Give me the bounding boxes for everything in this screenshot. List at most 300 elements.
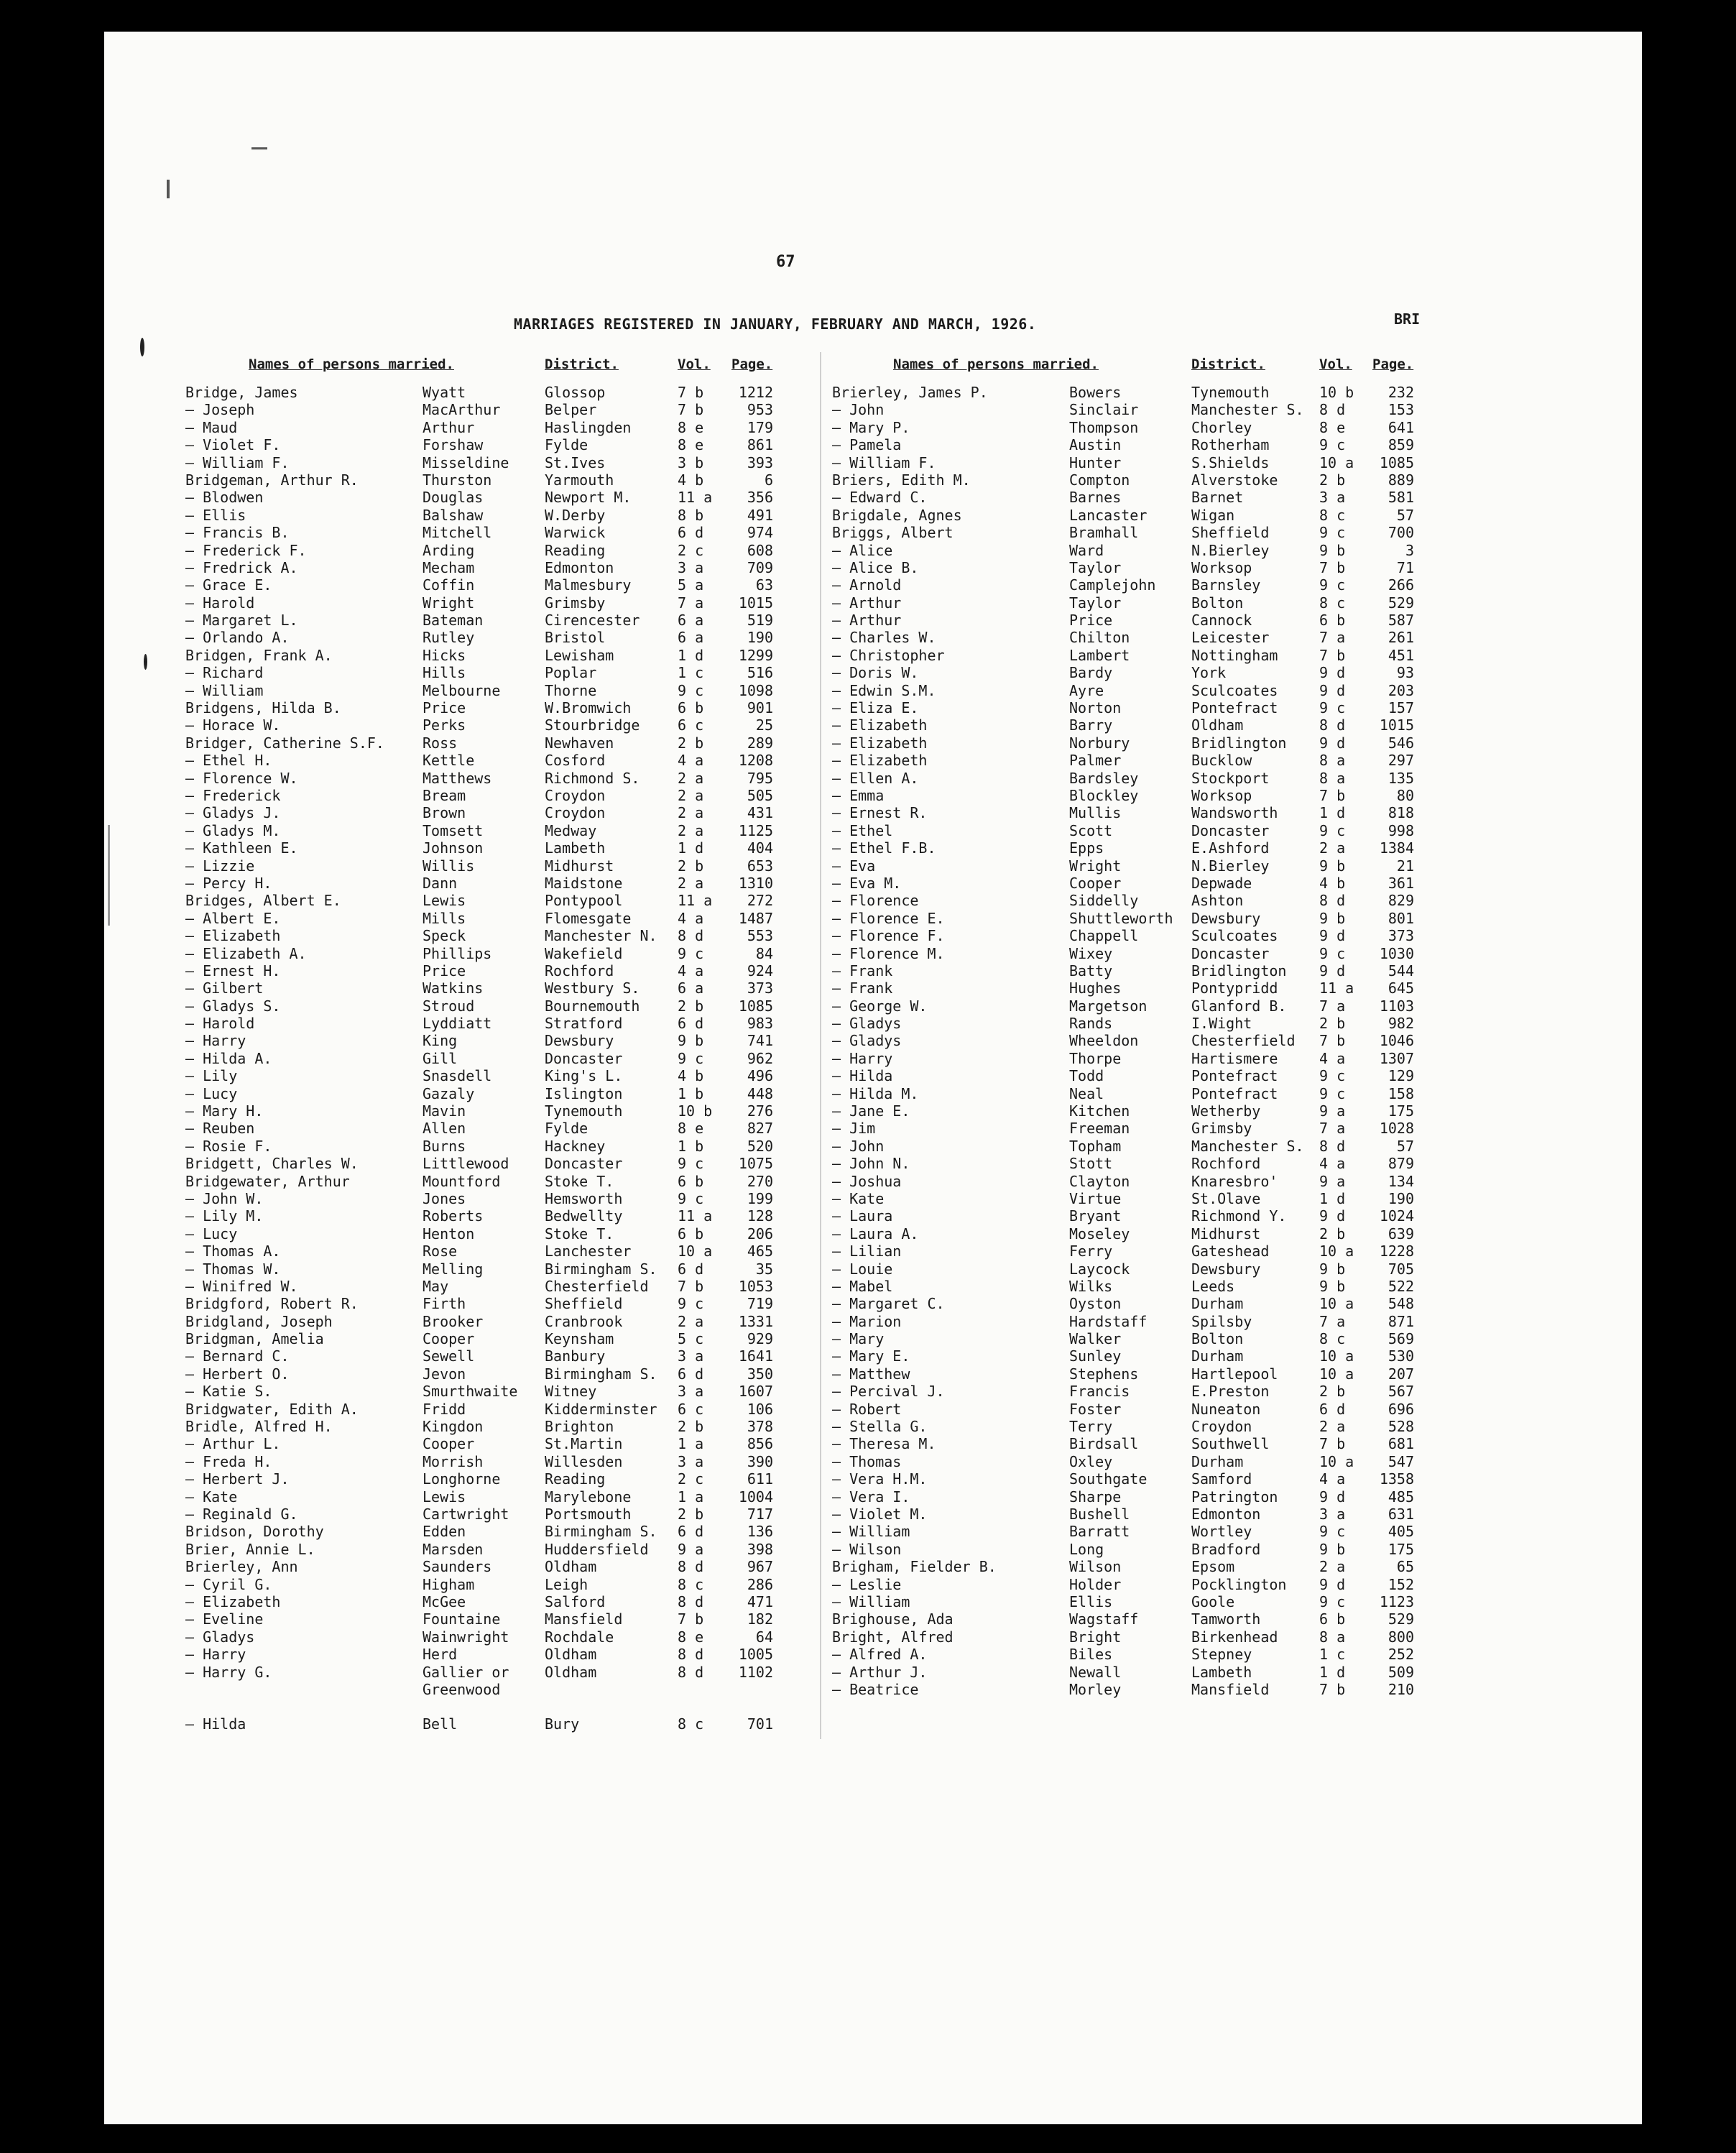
page-cell: 509 xyxy=(1388,1663,1414,1681)
name-cell: — John xyxy=(832,401,885,419)
spouse-surname: Balshaw xyxy=(423,506,484,524)
name-cell: — William F. xyxy=(832,453,936,471)
spouse-surname: Marsden xyxy=(423,1540,484,1558)
vol-cell: 4 a xyxy=(678,962,704,979)
page-cell: 25 xyxy=(755,716,773,734)
spouse-surname: Topham xyxy=(1069,1137,1122,1155)
name-cell: — Richard xyxy=(185,664,264,682)
name-cell: Bridge, James xyxy=(185,384,298,401)
district-cell: I.Wight xyxy=(1191,1015,1252,1033)
page-cell: 1075 xyxy=(738,1155,773,1173)
page-cell: 800 xyxy=(1388,1628,1414,1646)
page-cell: 1053 xyxy=(738,1277,773,1295)
page-number: 67 xyxy=(776,253,795,271)
vol-cell: 2 a xyxy=(678,1312,704,1330)
district-cell: Birmingham S. xyxy=(545,1365,657,1383)
page-cell: 373 xyxy=(747,979,773,997)
district-cell: Leigh xyxy=(545,1575,588,1593)
spouse-surname: Mavin xyxy=(423,1102,466,1120)
page-cell: 190 xyxy=(747,629,773,647)
name-cell: — Jane E. xyxy=(832,1102,910,1120)
name-cell: — Gladys xyxy=(832,1015,902,1033)
name-cell: — Reginald G. xyxy=(185,1506,298,1523)
spouse-surname: Kingdon xyxy=(423,1418,484,1436)
vol-cell: 11 a xyxy=(1319,979,1354,997)
district-cell: Leicester xyxy=(1191,629,1270,647)
page-cell: 135 xyxy=(1388,769,1414,787)
spouse-surname: Sinclair xyxy=(1069,401,1139,419)
name-cell: — Arthur J. xyxy=(832,1663,928,1681)
district-cell: Thorne xyxy=(545,681,597,699)
vol-cell: 6 d xyxy=(1319,1400,1346,1418)
name-cell: — Violet F. xyxy=(185,436,281,454)
district-cell: Chesterfield xyxy=(545,1277,649,1295)
vol-cell: 5 c xyxy=(678,1330,704,1348)
district-cell: Pontypool xyxy=(545,892,623,910)
name-cell: — Ellen A. xyxy=(832,769,919,787)
district-cell: Nuneaton xyxy=(1191,1400,1261,1418)
page-cell: 701 xyxy=(747,1715,773,1733)
spouse-surname: Mountford xyxy=(423,1172,501,1190)
spouse-surname: Wright xyxy=(1069,857,1122,875)
name-cell: — Hilda xyxy=(832,1067,893,1085)
district-cell: Pontefract xyxy=(1191,699,1278,717)
spouse-surname: Melling xyxy=(423,1260,484,1278)
scan-mark xyxy=(144,654,147,670)
page-cell: 983 xyxy=(747,1015,773,1033)
spouse-surname: Taylor xyxy=(1069,558,1122,576)
district-cell: Tamworth xyxy=(1191,1610,1261,1628)
name-cell: — Cyril G. xyxy=(185,1575,272,1593)
district-cell: Marylebone xyxy=(545,1488,632,1506)
page-cell: 405 xyxy=(1388,1523,1414,1541)
spouse-surname: Morley xyxy=(1069,1680,1122,1698)
district-cell: Stepney xyxy=(1191,1646,1252,1664)
district-cell: Oldham xyxy=(545,1663,597,1681)
name-cell: — Pamela xyxy=(832,436,902,454)
district-cell: Bucklow xyxy=(1191,752,1252,770)
spouse-surname: Lewis xyxy=(423,892,466,910)
vol-cell: 4 a xyxy=(1319,1049,1346,1067)
name-cell: — Mary H. xyxy=(185,1102,264,1120)
page-cell: 190 xyxy=(1388,1189,1414,1207)
spouse-surname: Lewis xyxy=(423,1488,466,1506)
page-cell: 962 xyxy=(747,1049,773,1067)
page-cell: 199 xyxy=(747,1189,773,1207)
page-cell: 64 xyxy=(755,1628,773,1646)
spouse-surname: Chappell xyxy=(1069,927,1139,945)
district-cell: Wetherby xyxy=(1191,1102,1261,1120)
vol-cell: 4 b xyxy=(678,471,704,489)
page-cell: 929 xyxy=(747,1330,773,1348)
page-cell: 1024 xyxy=(1379,1207,1414,1225)
district-cell: Midhurst xyxy=(1191,1225,1261,1243)
name-cell: — Vera H.M. xyxy=(832,1470,928,1488)
spouse-surname: Lyddiatt xyxy=(423,1015,492,1033)
vol-cell: 3 a xyxy=(678,558,704,576)
spouse-surname: Margetson xyxy=(1069,997,1148,1015)
name-cell: — Lucy xyxy=(185,1084,238,1102)
spouse-surname: Oxley xyxy=(1069,1452,1113,1470)
page-cell: 431 xyxy=(747,804,773,822)
name-cell: — George W. xyxy=(832,997,928,1015)
page-cell: 1098 xyxy=(738,681,773,699)
spouse-surname: Sewell xyxy=(423,1347,475,1365)
name-cell: — Kate xyxy=(185,1488,238,1506)
district-cell: Flomesgate xyxy=(545,909,632,927)
spouse-surname: Thorpe xyxy=(1069,1049,1122,1067)
district-cell: Reading xyxy=(545,1470,606,1488)
district-cell: Doncaster xyxy=(545,1155,623,1173)
page-cell: 1015 xyxy=(738,594,773,612)
district-cell: Huddersfield xyxy=(545,1540,649,1558)
district-cell: Glanford B. xyxy=(1191,997,1287,1015)
district-cell: Warwick xyxy=(545,524,606,542)
page-cell: 179 xyxy=(747,418,773,436)
name-cell: — Percy H. xyxy=(185,874,272,892)
page-cell: 57 xyxy=(1396,1137,1414,1155)
district-cell: Patrington xyxy=(1191,1488,1278,1506)
name-cell: — Alice B. xyxy=(832,558,919,576)
district-cell: Belper xyxy=(545,401,597,419)
district-cell: Gateshead xyxy=(1191,1243,1270,1260)
name-cell: — Margaret L. xyxy=(185,612,298,630)
vol-cell: 9 c xyxy=(678,944,704,962)
page-cell: 1102 xyxy=(738,1663,773,1681)
page-cell: 1299 xyxy=(738,646,773,664)
page-cell: 861 xyxy=(747,436,773,454)
vol-cell: 6 a xyxy=(678,979,704,997)
district-cell: Birmingham S. xyxy=(545,1260,657,1278)
name-cell: — Christopher xyxy=(832,646,945,664)
district-cell: Southwell xyxy=(1191,1435,1270,1453)
name-cell: — Arnold xyxy=(832,576,902,594)
vol-cell: 9 d xyxy=(1319,1575,1346,1593)
district-cell: Midhurst xyxy=(545,857,614,875)
name-cell: Bright, Alfred xyxy=(832,1628,954,1646)
vol-cell: 8 e xyxy=(678,418,704,436)
vol-cell: 7 a xyxy=(1319,1312,1346,1330)
district-cell: Oldham xyxy=(545,1646,597,1664)
vol-cell: 2 c xyxy=(678,541,704,559)
spouse-surname: Mecham xyxy=(423,558,475,576)
name-cell: — Harry xyxy=(185,1646,246,1664)
vol-cell: 10 b xyxy=(678,1102,713,1120)
district-cell: Fylde xyxy=(545,1120,588,1138)
spouse-surname: Shuttleworth xyxy=(1069,909,1173,927)
vol-cell: 2 b xyxy=(678,1418,704,1436)
district-cell: Doncaster xyxy=(1191,821,1270,839)
name-cell: — Thomas xyxy=(832,1452,902,1470)
spouse-surname: Herd xyxy=(423,1646,458,1664)
district-cell: Cannock xyxy=(1191,612,1252,630)
name-cell: — Elizabeth xyxy=(832,752,928,770)
spouse-surname: Bell xyxy=(423,1715,458,1733)
district-cell: Chesterfield xyxy=(1191,1032,1296,1050)
scan-mark xyxy=(108,825,110,926)
page-cell: 998 xyxy=(1388,821,1414,839)
page-cell: 129 xyxy=(1388,1067,1414,1085)
page-cell: 1487 xyxy=(738,909,773,927)
name-cell: — Harold xyxy=(185,594,255,612)
spouse-surname: Arthur xyxy=(423,418,475,436)
vol-cell: 8 a xyxy=(1319,769,1346,787)
district-cell: Haslingden xyxy=(545,418,632,436)
page-cell: 631 xyxy=(1388,1506,1414,1523)
district-cell: Wakefield xyxy=(545,944,623,962)
vol-cell: 9 b xyxy=(1319,909,1346,927)
vol-cell: 6 d xyxy=(678,1015,704,1033)
page-cell: 522 xyxy=(1388,1277,1414,1295)
page-cell: 967 xyxy=(747,1558,773,1576)
spouse-surname: Edden xyxy=(423,1523,466,1541)
spouse-surname: Mitchell xyxy=(423,524,492,542)
name-cell: — Freda H. xyxy=(185,1452,272,1470)
vol-cell: 7 b xyxy=(1319,1435,1346,1453)
name-cell: — Arthur L. xyxy=(185,1435,281,1453)
page-title: MARRIAGES REGISTERED IN JANUARY, FEBRUARY AND MARCH, 1926. xyxy=(514,315,1037,333)
spouse-surname: Jevon xyxy=(423,1365,466,1383)
vol-cell: 7 a xyxy=(1319,997,1346,1015)
vol-cell: 9 d xyxy=(1319,734,1346,752)
vol-cell: 1 a xyxy=(678,1435,704,1453)
spouse-surname: Birdsall xyxy=(1069,1435,1139,1453)
page-cell: 1607 xyxy=(738,1383,773,1401)
spouse-surname: Hicks xyxy=(423,646,466,664)
vol-cell: 1 d xyxy=(1319,1663,1346,1681)
district-cell: Goole xyxy=(1191,1592,1235,1610)
vol-cell: 9 d xyxy=(1319,1488,1346,1506)
name-cell: — Kathleen E. xyxy=(185,839,298,857)
page-cell: 569 xyxy=(1388,1330,1414,1348)
spouse-surname: Batty xyxy=(1069,962,1113,979)
district-cell: Malmesbury xyxy=(545,576,632,594)
vol-cell: 10 a xyxy=(1319,1347,1354,1365)
page-cell: 801 xyxy=(1388,909,1414,927)
district-cell: Bedwellty xyxy=(545,1207,623,1225)
spouse-surname: Rands xyxy=(1069,1015,1113,1033)
vol-cell: 8 e xyxy=(678,1628,704,1646)
name-cell: — Charles W. xyxy=(832,629,936,647)
vol-cell: 2 a xyxy=(1319,1418,1346,1436)
vol-cell: 8 d xyxy=(1319,1137,1346,1155)
district-cell: Pontypridd xyxy=(1191,979,1278,997)
district-cell: Maidstone xyxy=(545,874,623,892)
page-cell: 276 xyxy=(747,1102,773,1120)
vol-cell: 5 a xyxy=(678,576,704,594)
vol-cell: 6 a xyxy=(678,612,704,630)
vol-cell: 9 a xyxy=(1319,1102,1346,1120)
vol-cell: 9 c xyxy=(1319,1067,1346,1085)
spouse-surname: Wilks xyxy=(1069,1277,1113,1295)
vol-cell: 6 d xyxy=(678,1260,704,1278)
vol-cell: 10 b xyxy=(1319,384,1354,401)
district-cell: Dewsbury xyxy=(1191,1260,1261,1278)
vol-cell: 2 b xyxy=(1319,471,1346,489)
page-cell: 1331 xyxy=(738,1312,773,1330)
vol-cell: 8 d xyxy=(678,1646,704,1664)
spouse-surname: Stroud xyxy=(423,997,475,1015)
spouse-surname: Firth xyxy=(423,1295,466,1313)
name-cell: — John xyxy=(832,1137,885,1155)
header-vol: Vol. xyxy=(678,356,711,372)
district-cell: York xyxy=(1191,664,1227,682)
name-cell: — Florence E. xyxy=(832,909,945,927)
vol-cell: 6 c xyxy=(678,716,704,734)
page-cell: 373 xyxy=(1388,927,1414,945)
page-cell: 152 xyxy=(1388,1575,1414,1593)
vol-cell: 3 a xyxy=(678,1452,704,1470)
spouse-surname: MacArthur xyxy=(423,401,501,419)
name-cell: — Ethel F.B. xyxy=(832,839,936,857)
spouse-surname: Arding xyxy=(423,541,475,559)
vol-cell: 9 d xyxy=(1319,927,1346,945)
page-cell: 1015 xyxy=(1379,716,1414,734)
page-cell: 1641 xyxy=(738,1347,773,1365)
spouse-surname: Rose xyxy=(423,1243,458,1260)
district-cell: N.Bierley xyxy=(1191,541,1270,559)
spouse-surname: King xyxy=(423,1032,458,1050)
name-cell: — Gladys xyxy=(832,1032,902,1050)
spouse-surname: Johnson xyxy=(423,839,484,857)
page-cell: 1123 xyxy=(1379,1592,1414,1610)
district-cell: Keynsham xyxy=(545,1330,614,1348)
vol-cell: 7 a xyxy=(1319,629,1346,647)
name-cell: — Beatrice xyxy=(832,1680,919,1698)
page-cell: 1384 xyxy=(1379,839,1414,857)
vol-cell: 9 c xyxy=(1319,436,1346,454)
spouse-surname: Watkins xyxy=(423,979,484,997)
spouse-surname: Rutley xyxy=(423,629,475,647)
page-cell: 491 xyxy=(747,506,773,524)
district-cell: Worksop xyxy=(1191,786,1252,804)
name-cell: — Louie xyxy=(832,1260,893,1278)
vol-cell: 3 a xyxy=(1319,1506,1346,1523)
vol-cell: 10 a xyxy=(1319,1295,1354,1313)
page-cell: 136 xyxy=(747,1523,773,1541)
name-cell: — Eveline xyxy=(185,1610,264,1628)
spouse-surname: Blockley xyxy=(1069,786,1139,804)
vol-cell: 1 d xyxy=(1319,804,1346,822)
spouse-surname: Price xyxy=(423,699,466,717)
name-cell: — Ethel H. xyxy=(185,752,272,770)
name-cell: — Jim xyxy=(832,1120,876,1138)
spouse-surname: Perks xyxy=(423,716,466,734)
page-cell: 1004 xyxy=(738,1488,773,1506)
district-cell: N.Bierley xyxy=(1191,857,1270,875)
vol-cell: 3 a xyxy=(1319,489,1346,507)
spouse-surname: Tomsett xyxy=(423,821,484,839)
name-cell: — Elizabeth xyxy=(185,1592,281,1610)
page-cell: 1358 xyxy=(1379,1470,1414,1488)
page-cell: 451 xyxy=(1388,646,1414,664)
name-cell: — Percival J. xyxy=(832,1383,945,1401)
district-cell: Cosford xyxy=(545,752,606,770)
district-cell: Mansfield xyxy=(545,1610,623,1628)
district-cell: St.Ives xyxy=(545,453,606,471)
page-cell: 548 xyxy=(1388,1295,1414,1313)
vol-cell: 2 a xyxy=(678,874,704,892)
spouse-surname: Lancaster xyxy=(1069,506,1148,524)
page-cell: 6 xyxy=(764,471,773,489)
name-cell: — Harry G. xyxy=(185,1663,272,1681)
name-cell: — Harry xyxy=(185,1032,246,1050)
name-cell: Bridgens, Hilda B. xyxy=(185,699,341,717)
vol-cell: 8 c xyxy=(1319,506,1346,524)
vol-cell: 8 d xyxy=(678,1592,704,1610)
district-cell: Stockport xyxy=(1191,769,1270,787)
name-cell: — Harry xyxy=(832,1049,893,1067)
spouse-surname: Dann xyxy=(423,874,458,892)
spouse-surname: Jones xyxy=(423,1189,466,1207)
vol-cell: 1 d xyxy=(1319,1189,1346,1207)
name-cell: — Eliza E. xyxy=(832,699,919,717)
vol-cell: 9 c xyxy=(1319,944,1346,962)
district-cell: Sculcoates xyxy=(1191,681,1278,699)
name-cell: — Edward C. xyxy=(832,489,928,507)
name-cell: Brier, Annie L. xyxy=(185,1540,315,1558)
vol-cell: 4 a xyxy=(678,909,704,927)
spouse-surname: Kettle xyxy=(423,752,475,770)
district-cell: Medway xyxy=(545,821,597,839)
name-cell: — Gladys J. xyxy=(185,804,281,822)
name-cell: — Bernard C. xyxy=(185,1347,290,1365)
district-cell: Wandsworth xyxy=(1191,804,1278,822)
vol-cell: 9 b xyxy=(1319,1540,1346,1558)
district-cell: Hackney xyxy=(545,1137,606,1155)
name-cell: — William xyxy=(832,1523,910,1541)
page-cell: 356 xyxy=(747,489,773,507)
page-cell: 581 xyxy=(1388,489,1414,507)
spouse-surname: Wixey xyxy=(1069,944,1113,962)
page-cell: 871 xyxy=(1388,1312,1414,1330)
page-cell: 611 xyxy=(747,1470,773,1488)
spouse-surname: Neal xyxy=(1069,1084,1104,1102)
header-page: Page. xyxy=(731,356,773,372)
vol-cell: 1 a xyxy=(678,1488,704,1506)
vol-cell: 2 a xyxy=(678,821,704,839)
name-cell: — Horace W. xyxy=(185,716,281,734)
spouse-surname: Hughes xyxy=(1069,979,1122,997)
page-cell: 286 xyxy=(747,1575,773,1593)
district-cell: Oldham xyxy=(545,1558,597,1576)
page-cell: 529 xyxy=(1388,1610,1414,1628)
page-cell: 546 xyxy=(1388,734,1414,752)
spouse-surname: Wagstaff xyxy=(1069,1610,1139,1628)
vol-cell: 7 b xyxy=(1319,1032,1346,1050)
district-cell: Chorley xyxy=(1191,418,1252,436)
vol-cell: 9 c xyxy=(1319,699,1346,717)
name-cell: Briggs, Albert xyxy=(832,524,954,542)
page-cell: 719 xyxy=(747,1295,773,1313)
name-cell: — Elizabeth xyxy=(185,927,281,945)
district-cell: Sculcoates xyxy=(1191,927,1278,945)
page-cell: 398 xyxy=(747,1540,773,1558)
name-cell: — Eva xyxy=(832,857,876,875)
spouse-surname: May xyxy=(423,1277,449,1295)
district-cell: Lambeth xyxy=(545,839,606,857)
header-page: Page. xyxy=(1372,356,1414,372)
header-district: District. xyxy=(545,356,619,372)
spouse-surname: McGee xyxy=(423,1592,466,1610)
header-district: District. xyxy=(1191,356,1265,372)
vol-cell: 4 a xyxy=(1319,1155,1346,1173)
district-cell: Cranbrook xyxy=(545,1312,623,1330)
spouse-surname: Fridd xyxy=(423,1400,466,1418)
vol-cell: 7 b xyxy=(678,1277,704,1295)
vol-cell: 10 a xyxy=(1319,1243,1354,1260)
name-cell: — Elizabeth xyxy=(832,734,928,752)
